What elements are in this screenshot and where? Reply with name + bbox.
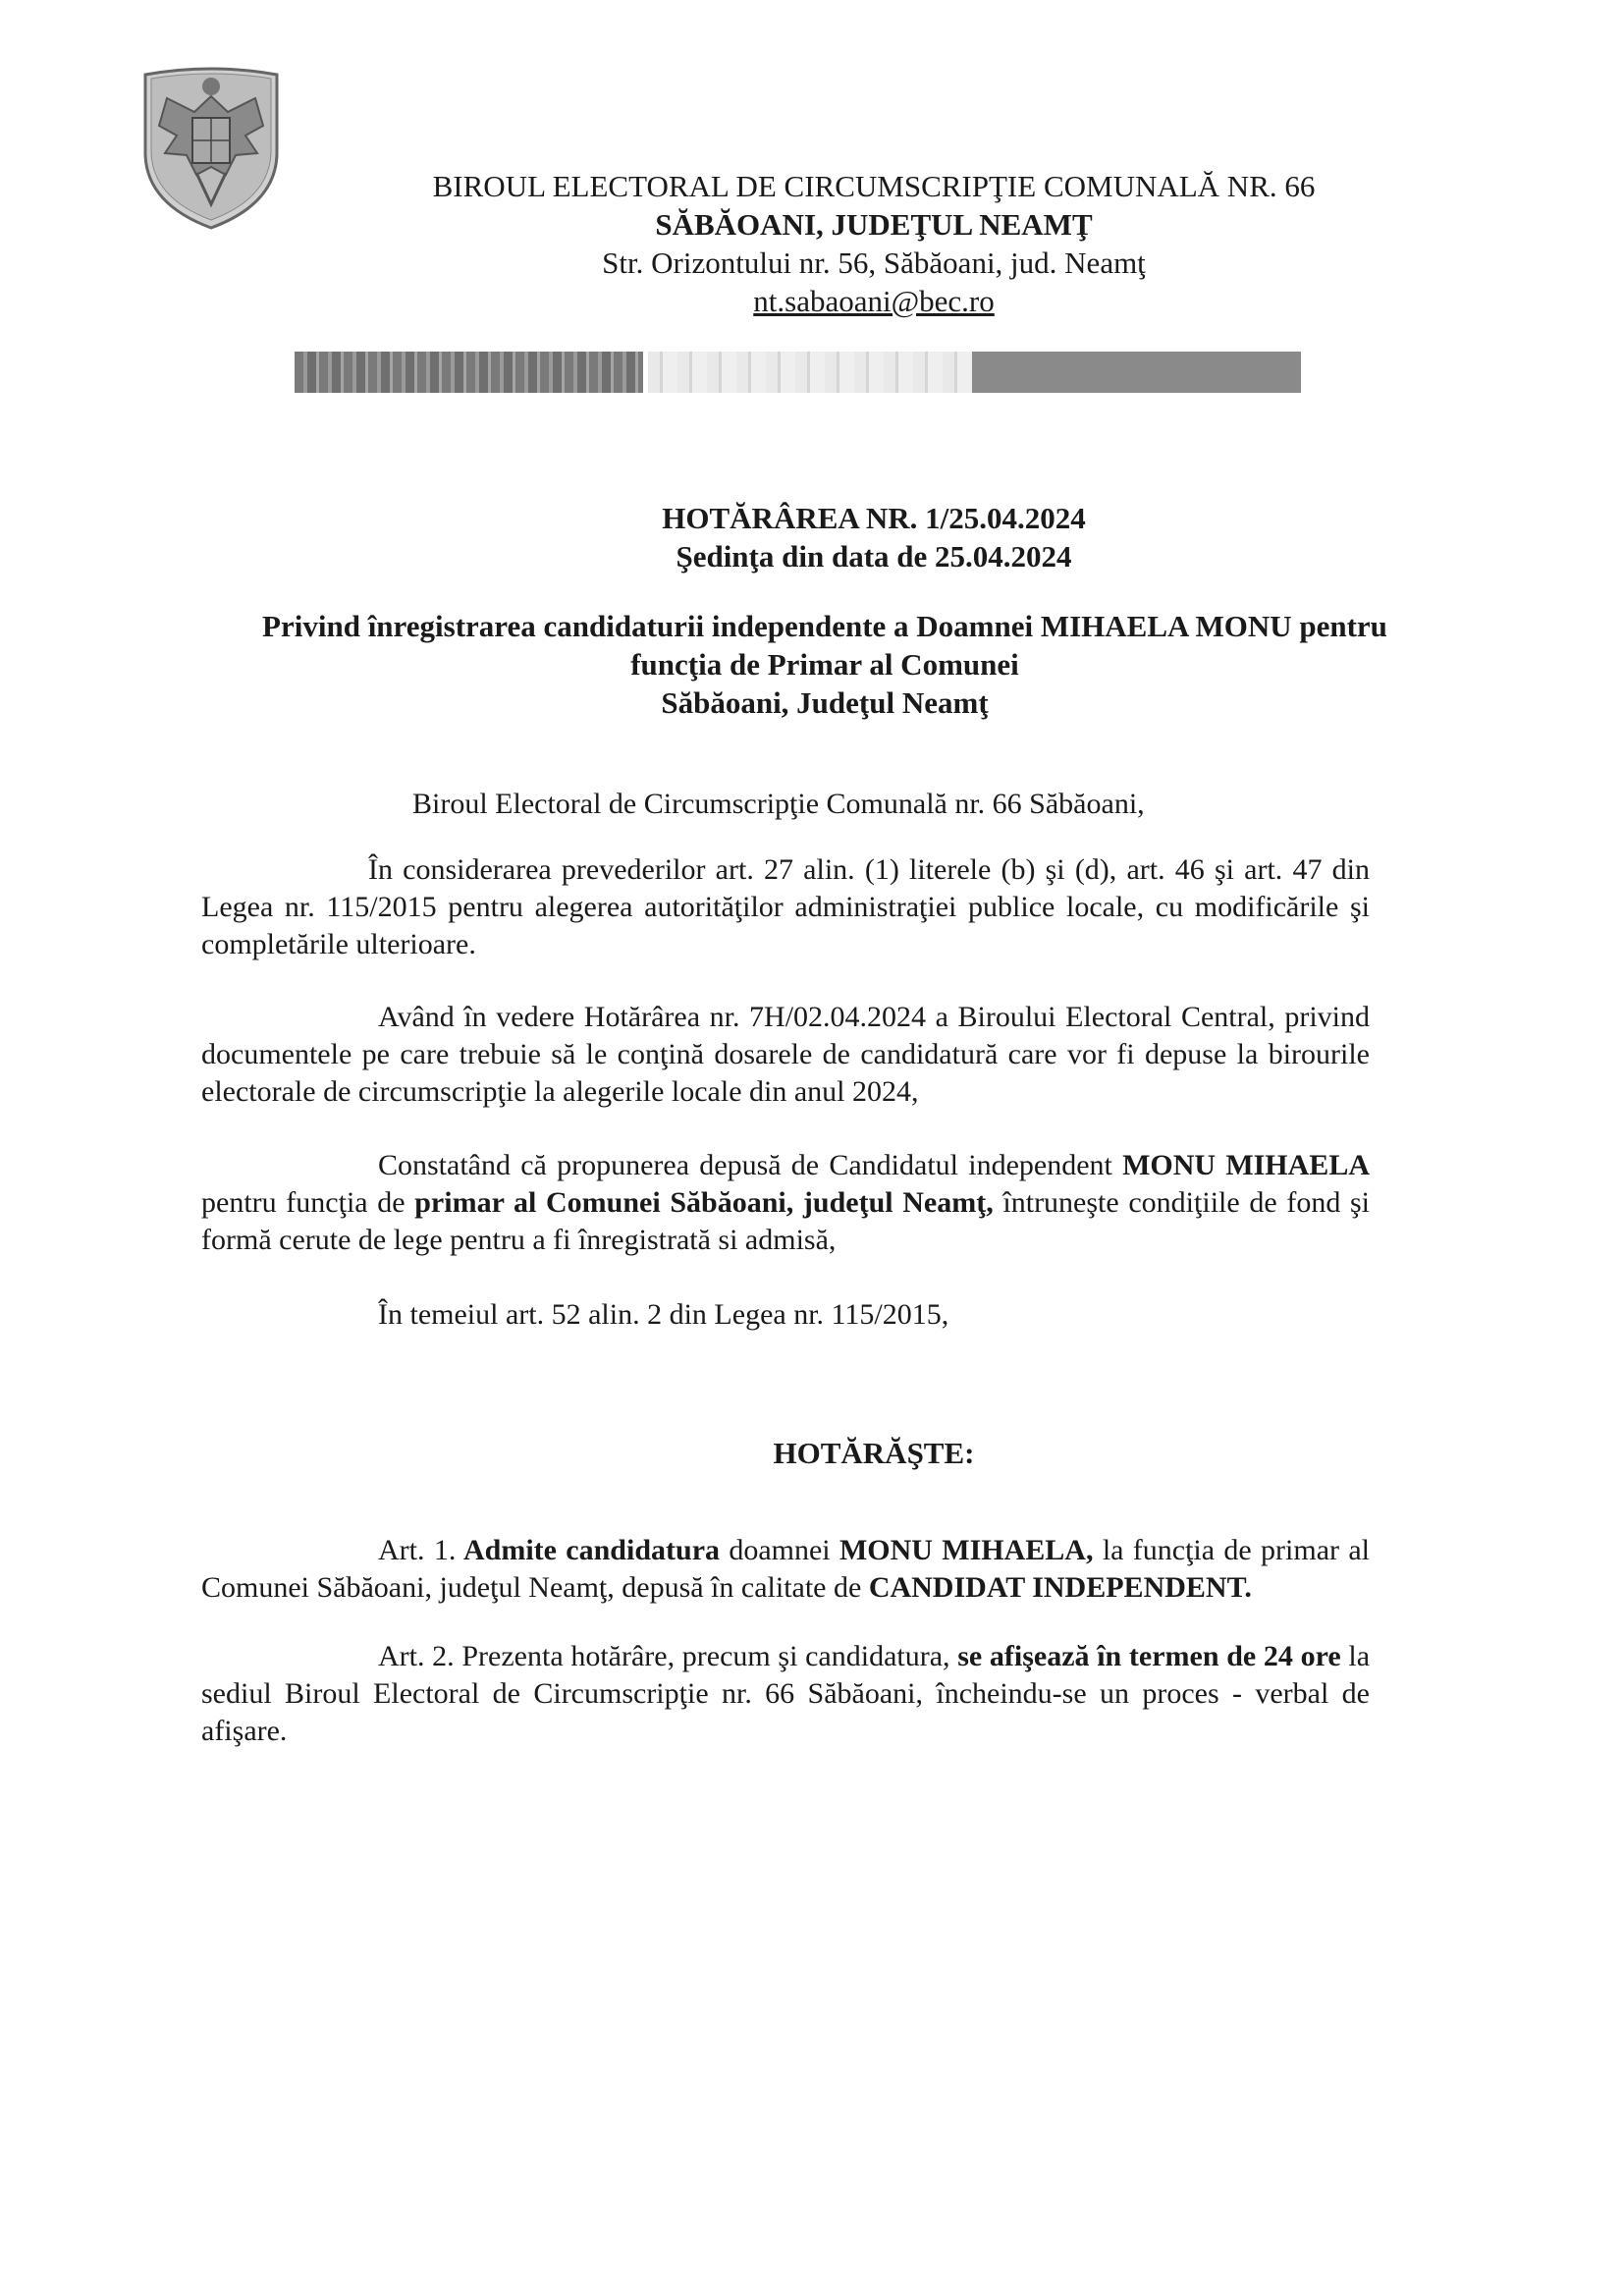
article-1-candidate: MONU MIHAELA,: [839, 1534, 1094, 1566]
body-paragraph-1: [201, 851, 1370, 963]
article-1-text-2: la funcţia de primar al Comunei Săbăoani, judeţul Neamţ, depusă în calitate de: [201, 1534, 1371, 1604]
decision-title: [295, 499, 1453, 575]
subject-line-2: funcţia de Primar al Comunei: [630, 647, 1019, 682]
article-2-text-1: Prezenta hotărâre, precum şi candidatura,: [454, 1640, 958, 1672]
redacted-block-left: [295, 352, 643, 393]
coat-of-arms-icon: [137, 57, 285, 232]
institution-address: Str. Orizontului nr. 56, Săbăoani, jud. Neamţ: [602, 246, 1146, 280]
paragraph-1-text: În considerarea prevederilor art. 27 alin. (1) literele (b) şi (d), art. 46 şi art. 47 din Legea nr. 115/2015 pentru alegerea autorităţilor administraţiei publice locale, cu modificările şi completările ulterioare.: [201, 853, 1370, 960]
article-2-text-2: la sediul Biroul Electoral de Circumscripţie nr. 66 Săbăoani, încheindu-se un proces - verbal de afişare.: [201, 1640, 1371, 1747]
article-2-bold: se afişează în termen de 24 ore: [957, 1640, 1341, 1672]
office-name: primar al Comunei Săbăoani, judeţul Neamţ,: [414, 1186, 994, 1219]
article-1: [201, 1532, 1370, 1607]
redacted-block-middle: [648, 352, 972, 393]
institution-header: [295, 167, 1453, 320]
body-intro: [412, 786, 1394, 823]
subject-line-3: Săbăoani, Judeţul Neamţ: [661, 685, 989, 720]
paragraph-2-text: Având în vedere Hotărârea nr. 7H/02.04.2024 a Biroului Electoral Central, privind documentele pe care trebuie să le conţină dosarele de candidatură care vor fi depuse la birourile electorale de circumscripţie la alegerile locale din anul 2024,: [201, 1001, 1370, 1108]
article-1-status: CANDIDAT INDEPENDENT.: [868, 1571, 1252, 1604]
body-paragraph-2: [201, 999, 1370, 1111]
body-paragraph-4: [201, 1296, 1370, 1334]
article-1-text-1: doamnei: [720, 1534, 839, 1566]
decides-heading: HOTĂRĂŞTE:: [773, 1436, 975, 1470]
paragraph-3-text-a: Constatând că propunerea depusă de Candidatul independent: [378, 1149, 1123, 1181]
intro-text: Biroul Electoral de Circumscripţie Comunală nr. 66 Săbăoani,: [412, 788, 1145, 820]
paragraph-3-text-e: întruneşte condiţiile de fond şi formă cerute de lege pentru a fi înregistrată si admisă,: [201, 1186, 1370, 1256]
article-1-label: Art. 1.: [378, 1534, 457, 1566]
article-2-label: Art. 2.: [378, 1640, 455, 1672]
candidate-name: MONU MIHAELA: [1122, 1149, 1370, 1181]
redacted-block-right: [972, 352, 1301, 393]
session-date: Şedinţa din data de 25.04.2024: [676, 539, 1072, 574]
article-2: [201, 1638, 1370, 1750]
paragraph-4-text: În temeiul art. 52 alin. 2 din Legea nr. 115/2015,: [378, 1298, 949, 1331]
institution-location: SĂBĂOANI, JUDEŢUL NEAMŢ: [655, 207, 1093, 242]
decision-number: HOTĂRÂREA NR. 1/25.04.2024: [662, 501, 1086, 535]
institution-email: nt.sabaoani@bec.ro: [753, 284, 995, 318]
body-paragraph-3: [201, 1147, 1370, 1259]
paragraph-3-text-c: pentru funcţia de: [201, 1186, 415, 1219]
subject-line-1: Privind înregistrarea candidaturii independente a Doamnei MIHAELA MONU pentru: [262, 609, 1387, 643]
decision-subject: [196, 607, 1453, 722]
institution-name: BIROUL ELECTORAL DE CIRCUMSCRIPŢIE COMUNALĂ NR. 66: [432, 169, 1316, 203]
article-1-bold-1: Admite candidatura: [456, 1534, 721, 1566]
